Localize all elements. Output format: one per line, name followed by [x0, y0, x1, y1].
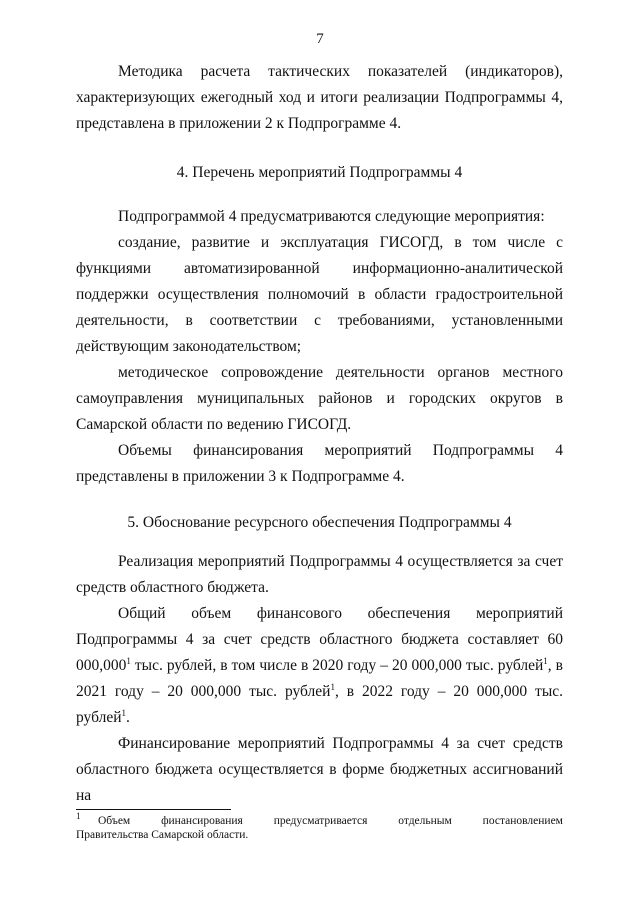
total-funding-text-b: тыс. рублей, в том числе в 2020 году – 20 000,000 тыс. рублей	[130, 657, 544, 674]
section5-body	[76, 549, 563, 809]
footnote-line-1	[76, 811, 563, 828]
implementation-paragraph: Реализация мероприятий Подпрограммы 4 осуществляется за счет средств областного бюджета.	[76, 553, 563, 596]
funding-volumes-paragraph: Объемы финансирования мероприятий Подпрограммы 4 представлены в приложении 3 к Подпрограмме 4.	[76, 442, 563, 485]
page-number: 7	[316, 31, 324, 47]
footnote-word: предусматривается	[273, 815, 368, 827]
footnote-ref: 1	[126, 655, 131, 666]
methodology-paragraph: Методика расчета тактических показателей (индикаторов), характеризующих ежегодный ход и итоги реализации Подпрограммы 4, представлена в приложении 2 к Подпрограмме 4.	[76, 63, 563, 132]
activity-item-2: методическое сопровождение деятельности органов местного самоуправления муниципальных районов и городских округов в Самарской области по ведению ГИСОГД.	[76, 364, 563, 433]
footnote-word: отдельным	[398, 815, 452, 827]
footnote-ref: 1	[330, 681, 335, 692]
footnote-word: постановлением	[482, 815, 563, 827]
total-funding-text-c: , в 2021 году – 20 000,000 тыс. рублей	[76, 657, 563, 700]
financing-form-paragraph: Финансирование мероприятий Подпрограммы 4 за счет средств областного бюджета осуществляется в форме бюджетных ассигнований на	[76, 735, 563, 804]
section5-heading: 5. Обоснование ресурсного обеспечения Подпрограммы 4	[127, 514, 512, 531]
footnote-word: финансирования	[161, 815, 243, 827]
section4-body	[76, 204, 563, 490]
total-funding-text-e: .	[126, 709, 130, 726]
footnote-separator	[76, 809, 231, 810]
footnote-ref: 1	[543, 655, 548, 666]
activity-item-1: создание, развитие и эксплуатация ГИСОГД, в том числе с функциями автоматизированной информационно-аналитической поддержки осуществления полномочий в области градостроительной деятельности, в соответствии с требованиями, установленными действующим законодательством;	[76, 234, 563, 355]
footnote-ref: 1	[121, 707, 127, 718]
footnote	[76, 811, 563, 842]
footnote-line-2: Правительства Самарской области.	[76, 829, 249, 841]
section4-heading: 4. Перечень мероприятий Подпрограммы 4	[176, 164, 463, 181]
total-funding-paragraph	[76, 601, 563, 731]
section3-paragraph-block	[76, 59, 563, 137]
total-funding-text-d: , в 2022 году – 20 000,000 тыс. рублей	[76, 683, 563, 726]
footnote-word: 1 Объем	[76, 811, 131, 827]
section4-intro: Подпрограммой 4 предусматриваются следующие мероприятия:	[118, 208, 545, 225]
total-funding-text-a: Общий объем финансового обеспечения мероприятий Подпрограммы 4 за счет средств областного бюджета составляет 60 000,000	[76, 605, 563, 674]
